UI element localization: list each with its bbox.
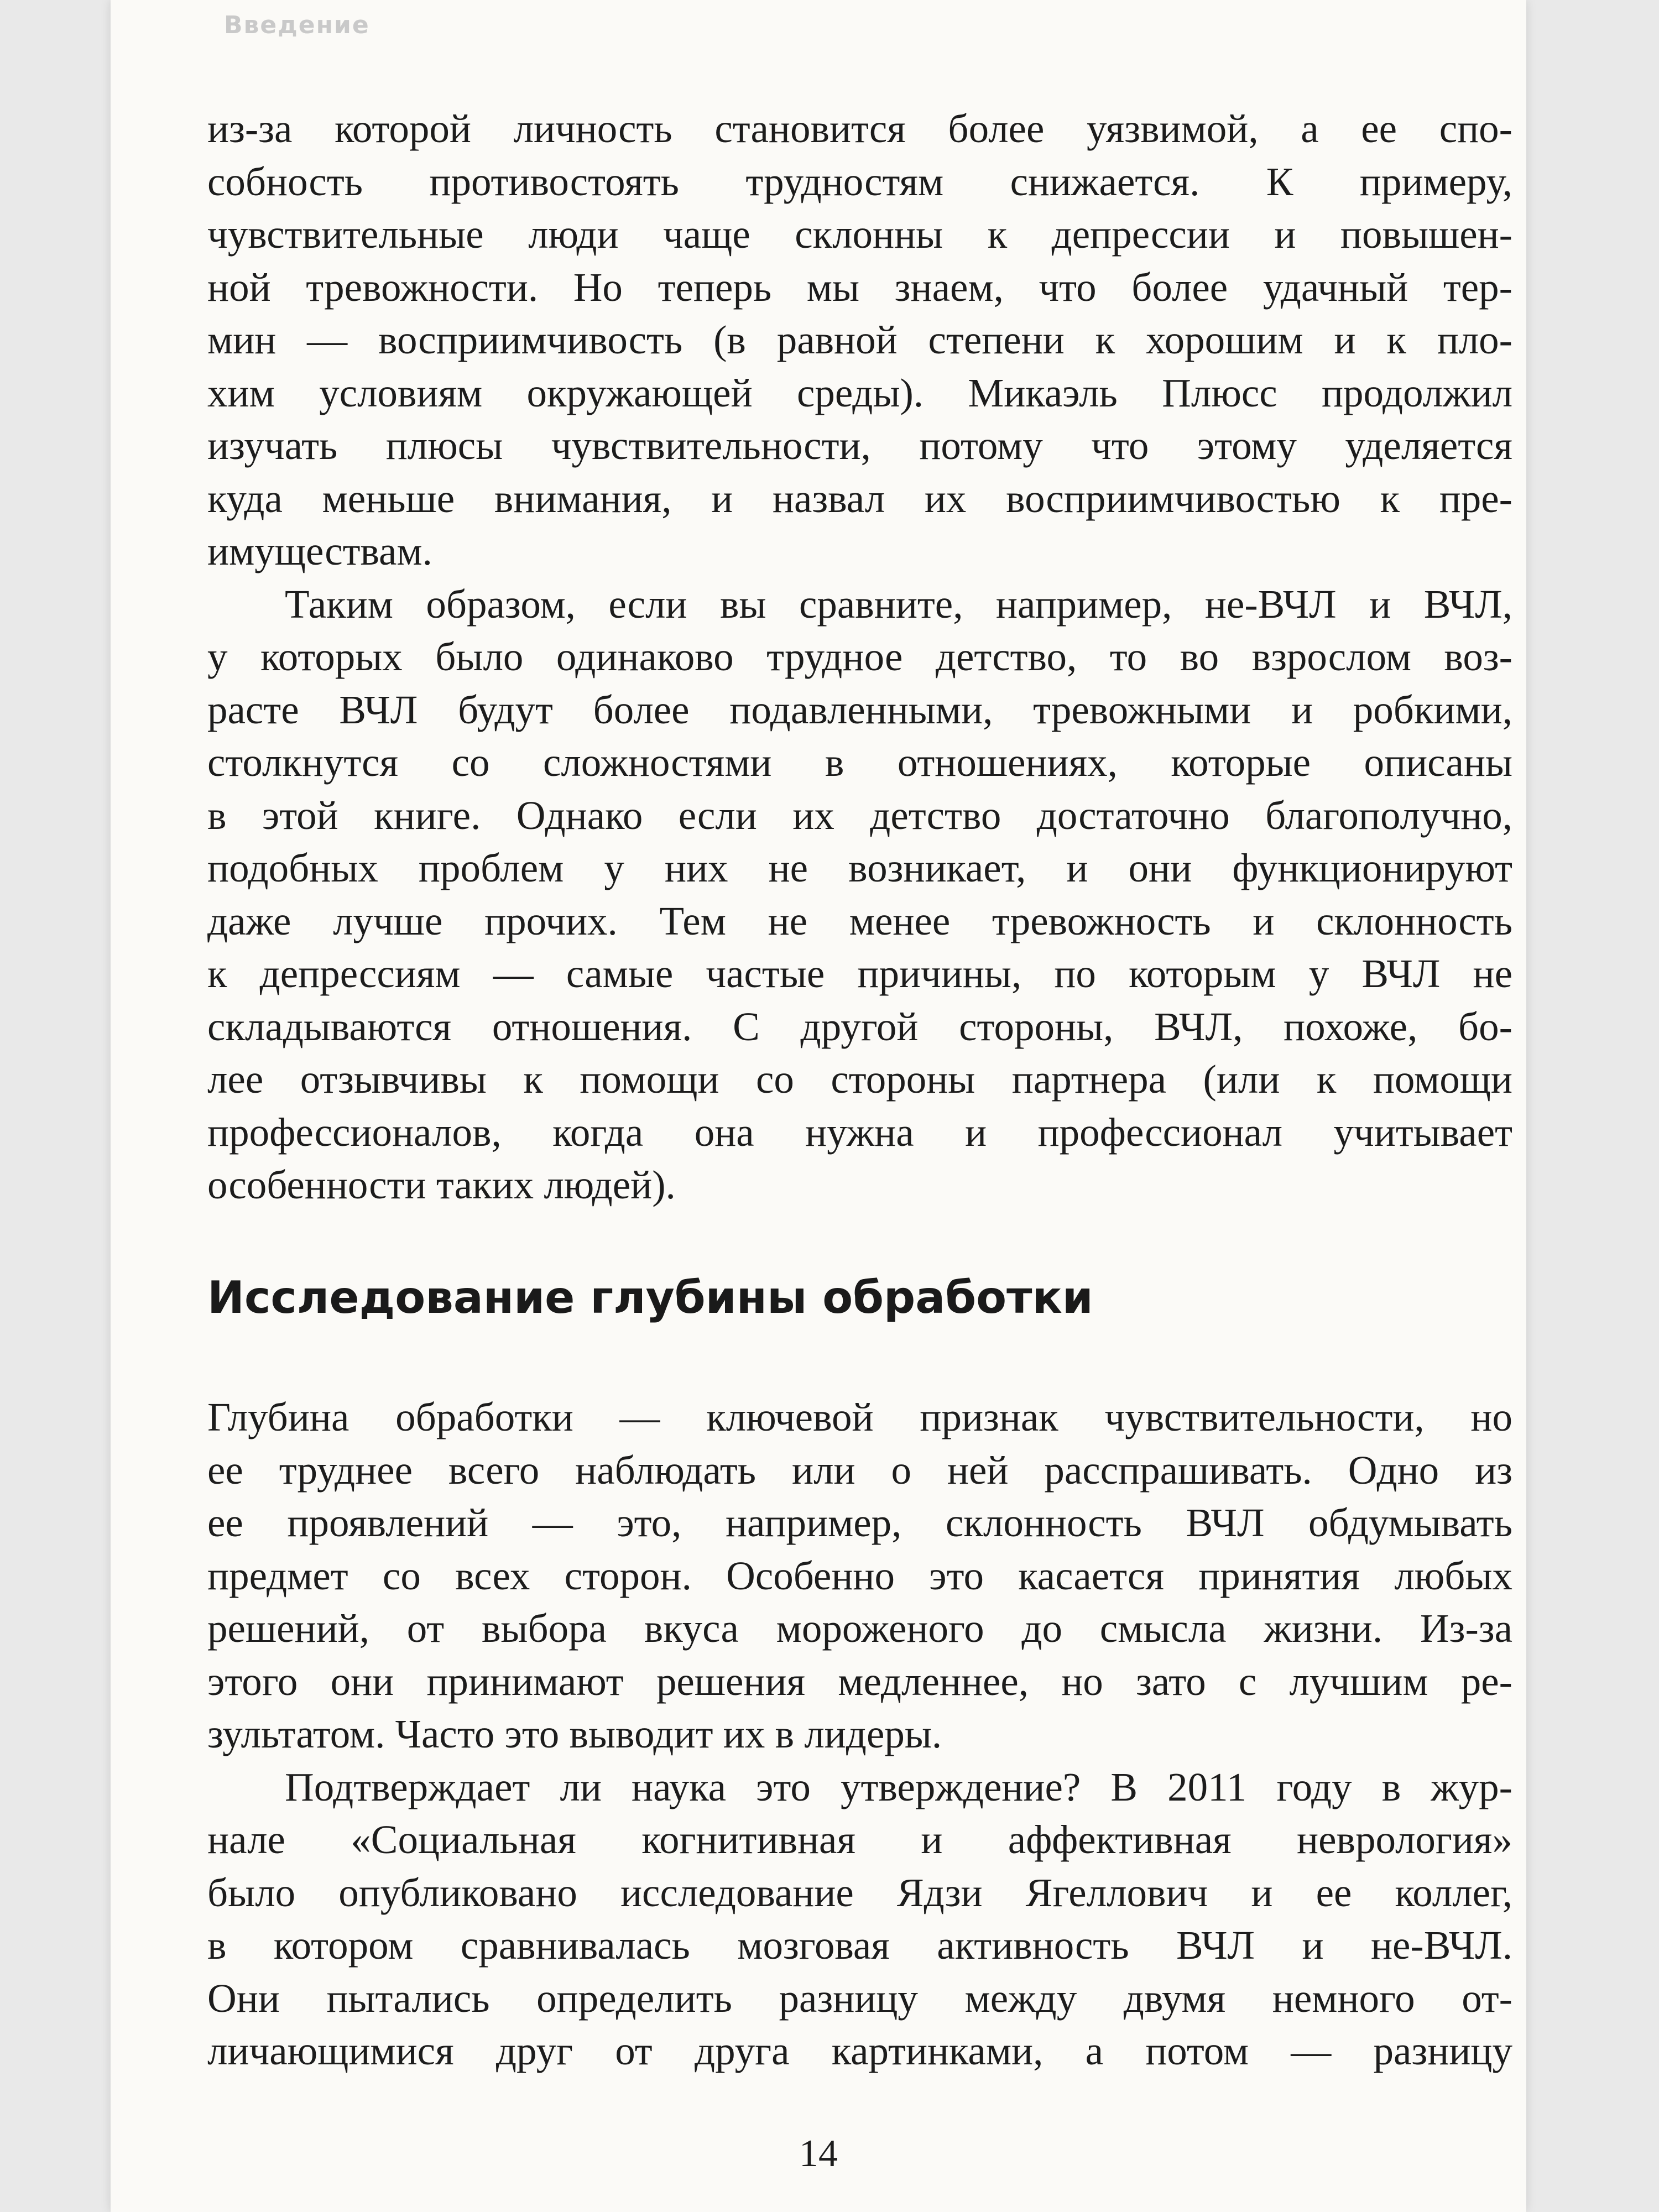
text-line: ее проявлений — это, например, склонность ВЧЛ обдумывать — [207, 1500, 1512, 1545]
text-line: решений, от выбора вкуса мороженого до смысла жизни. Из-за — [207, 1606, 1512, 1651]
text-line: складываются отношения. С другой стороны, ВЧЛ, похоже, бо- — [207, 1004, 1512, 1049]
text-line: зультатом. Часто это выводит их в лидеры. — [207, 1712, 942, 1756]
text-line: из-за которой личность становится более уязвимой, а ее спо- — [207, 106, 1512, 151]
text-line: в котором сравнивалась мозговая активность ВЧЛ и не-ВЧЛ. — [207, 1923, 1512, 1968]
book-page — [111, 0, 1526, 2212]
text-line: было опубликовано исследование Ядзи Ягеллович и ее коллег, — [207, 1870, 1512, 1915]
body-text-upper — [207, 102, 1512, 1212]
text-line: хим условиям окружающей среды). Микаэль Плюсс продолжил — [207, 370, 1512, 415]
text-line: профессионалов, когда она нужна и профессионал учитывает — [207, 1109, 1512, 1155]
text-line: у которых было одинаково трудное детство, то во взрослом воз- — [207, 634, 1512, 679]
text-line: даже лучше прочих. Тем не менее тревожность и склонность — [207, 898, 1512, 943]
text-line: изучать плюсы чувствительности, потому что этому уделяется — [207, 423, 1512, 468]
running-head: Введение — [224, 11, 370, 39]
text-line: к депрессиям — самые частые причины, по которым у ВЧЛ не — [207, 951, 1512, 996]
text-line: куда меньше внимания, и назвал их восприимчивостью к пре- — [207, 476, 1512, 521]
text-line: расте ВЧЛ будут более подавленными, тревожными и робкими, — [207, 687, 1512, 732]
text-line: предмет со всех сторон. Особенно это касается принятия любых — [207, 1553, 1512, 1598]
text-line: собность противостоять трудностям снижается. К примеру, — [207, 159, 1512, 204]
text-line: этого они принимают решения медленнее, но зато с лучшим ре- — [207, 1658, 1512, 1704]
section-heading: Исследование глубины обработки — [207, 1272, 1093, 1323]
text-line: чувствительные люди чаще склонны к депрессии и повышен- — [207, 212, 1512, 257]
text-line: Подтверждает ли наука это утверждение? В 2011 году в жур- — [285, 1764, 1512, 1809]
text-line: в этой книге. Однако если их детство достаточно благополучно, — [207, 792, 1512, 838]
text-line: подобных проблем у них не возникает, и они функционируют — [207, 846, 1512, 890]
text-line: ной тревожности. Но теперь мы знаем, что более удачный тер- — [207, 264, 1512, 310]
text-line: нале «Социальная когнитивная и аффективная неврология» — [207, 1817, 1512, 1862]
text-line: столкнутся со сложностями в отношениях, которые описаны — [207, 740, 1512, 785]
text-line: ее труднее всего наблюдать или о ней расспрашивать. Одно из — [207, 1447, 1512, 1493]
text-line: мин — восприимчивость (в равной степени к хорошим и к пло- — [207, 317, 1512, 362]
text-line: личающимися друг от друга картинками, а потом — разницу — [207, 2028, 1512, 2073]
text-line: особенности таких людей). — [207, 1162, 676, 1207]
text-line: лее отзывчивы к помощи со стороны партнера (или к помощи — [207, 1057, 1512, 1102]
text-line: Таким образом, если вы сравните, например, не-ВЧЛ и ВЧЛ, — [285, 581, 1512, 627]
page-number: 14 — [799, 2132, 838, 2175]
body-text-lower — [207, 1391, 1512, 2078]
text-line: имуществам. — [207, 529, 432, 573]
text-line: Они пытались определить разницу между двумя немного от- — [207, 1975, 1512, 2021]
text-line: Глубина обработки — ключевой признак чувствительности, но — [207, 1395, 1512, 1439]
